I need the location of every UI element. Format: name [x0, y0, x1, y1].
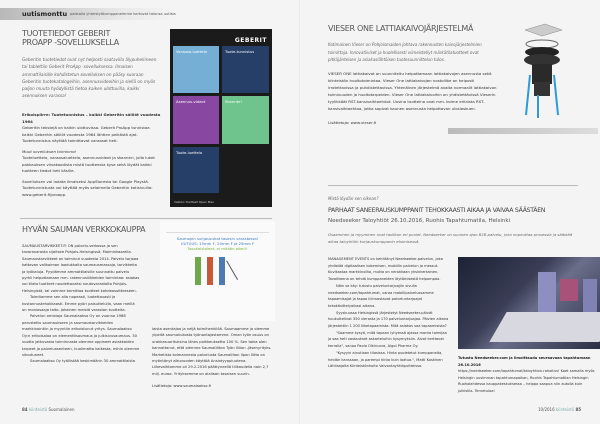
ad-line2: UUTUUS: 15mm F, 20mm F ja 25mm F	[180, 241, 255, 246]
needs-p4: "Saamme kysyä, mitä tapaan lyhyessä ajassa monta toimijaa ja saa heti vastaukset askarteluihin kysymyksiin. Aivot kerttavat kerralla", sanoo Paola Olkinuora, Algol Pharma Oy.	[328, 330, 447, 349]
geberit-sub1: Erikoispiirre: Tuotetunnistus – kaikki Geberitin säiliöt vuodesta 1964	[22, 112, 161, 124]
sauma-ad-image	[160, 221, 275, 321]
needs-lead: Osaaminen ja myyminen ovat tasiiltan eri puolet. Needseeker on suomen ajan B2B-palvelu, joka nopeuttaa prosessia ja säästää aikaa taloyhtiön korjauskumppanin etsimisessä.	[328, 232, 573, 244]
ad-line1: Saumojen suhjausuhat tasasin varastossa!	[176, 236, 259, 241]
geberit-sub2: Muut sovelluksen toiminnot	[22, 148, 76, 154]
magazine-issue-right: 10/2016	[538, 407, 555, 412]
geberit-logo: GEBERIT	[234, 37, 267, 44]
section-title: uutismonttu	[22, 10, 68, 18]
page-number: 84	[22, 407, 28, 412]
needs-p2: Näin se käy: tutustu palveluntarjoajiin sivulla needseeker.com/tapahtumat, varaa mobiilipalvelussamme tapaamisajat ja tapaa kiinnostavat palveluntarjoajat tekokäsittelyaikasi aikana.	[328, 283, 434, 308]
sauma-p4: Saumalaakso Oy työllistää keskimäärin 30 ammattilaista	[30, 359, 136, 364]
geberit-lead: Geberitin tuotetiedot ovat nyt helposti saatavilla älypuhelimeen tai tablettiin Geberit ProApp -sovelluksessa. Ilmaisen ammattilaisille kohdistetun sovelluksen on pääsy suoraan Geberitin tuotekatalogeihin, asennusvideoihin ja siellä on myös paljon muuta hyödyllistä tietoa kaiken ulottuvilla, kaikki asennuksen varassa!	[22, 57, 157, 99]
sauma-p3: Palvelun omistaja Saumalaakso Oy on vuonna 1988 perustettu saumaukseen ja saumaustarvikkeiden markkinointiin ja myyntiin erikoistunut yritys. Saumalaakso Oy:n erikoisalaa on elementtisaumaus ja julkisivusaumaus. 30 vuotta jatkuvasta toiminnasta olemme oppineet asiakkaiden tarpeet ja palveluasenteen, huolimatta kaikesta, mihin olemme sitoutuneet.	[22, 314, 140, 357]
footer-left	[22, 407, 75, 412]
geberit-p1: Geberitin tekstejä on kaikin ulottuvissa. Geberit ProApp tunnistaa kaikki Geberitin säiliöt vuodesta 1964 lähtien pelkästä ajat. Tuotetunnistus näyttää toimittavat varaosat heti.	[22, 125, 150, 143]
needs-p1: MANAGEMENT EVENTS on kehittänyt Needseeker-palvelun, joka yhdistää digitaalisen kokemisen, mobiilin palvelun ja messut. Kuvikastaa markkinoilta, mutta on nerokkaan yksinkertainen. Tavoitteena on tehdä kumppaneiden löytämisestä helpompaa.	[328, 257, 443, 282]
event-hall-photo	[458, 257, 600, 349]
ad-line3: Tasakaistaleet, ei mitään oikei!!	[187, 246, 248, 251]
needs-body	[328, 256, 450, 370]
tile-install-videos: Asennus-videot	[173, 96, 219, 144]
sauma-source: Lisätietoja: www.saumalaakso.fi	[152, 384, 211, 389]
page-spine	[299, 0, 301, 424]
needs-title: PARHAAT SANEERAUSKUMPPANIT TEHOKKAASTI AIKAA JA VAIVAA SÄÄSTÄEN	[328, 207, 546, 214]
needs-p5: "Kysyyin ainutlaan tilasissa. Hinta puoletetut kumppaneita, heidän kanssaan, ja parempi hinta kuin laatua.", Matti Koskinen Lähilaajalta Kiinteistönhoito Valvontayhtiöpuitteissa.	[328, 350, 443, 369]
geberit-p3: Sovelluksen voi ladata ilmaiseksi AppStoresta tai Google Playstä. Tuotetunnistusta voi käyttää myös selaimella Geberitin kotisivuilla: www.geberit.fi/proapp.	[22, 178, 153, 197]
geberit-body	[22, 112, 162, 198]
divider-right	[328, 185, 578, 186]
sauma-p5: laista asentajaa ja neljä toimihenkilöä. Saumaamme ja olemme ylpeitä saumaliukosta työnantajastamme. Oman työn osuus on urakkasuorituksina lähes poikkeuksetta 100 %. Sen takia olen kannattanut, että olemme Saumaliitton Työn Ililion -jäsenyrityks. Marketista kolmannesta palvelusta Saumaliiton Ilpon Ilitto on myöntänyt alkuvuoden käyttöä Ansiotyyppiuutena. Liikevaihtomme oli 29.2.2016 päättyneellä tilikaudella noin 2,7 milj. euroa. Yrityksemme on alallaan tasaisen suurin.	[152, 327, 272, 376]
tile-parts-catalog: Varaosa-luettelo	[173, 46, 219, 93]
geberit-p2: Tuoteluettelo, varaosaluettelo, asennusvideot ja skanneri, jolla luket pakkauksen viivakoodista mistä tuotteesta kyse sekä löydät kaikki tuotteen tiedot heti käsille.	[22, 155, 155, 173]
footer-right	[538, 407, 581, 412]
drain-cover-image	[448, 128, 598, 134]
tile-scanner: Skanneri	[222, 96, 269, 144]
sauma-col2	[152, 326, 272, 390]
sauma-p1: SAUMAUSTARVIKKEET.FI ON palvelu-verkossa ja sen tavaravarasto sijaitsee Pohjois-Helsingissä, Malminkaarella. Saumaustarvikkeet on toiminut vuodesta 2014. Palvelu tarjoaa kattavan valikoiman laadukkaita saumausmassoja, tarvikkeita ja työkaluja. Pyydämme ammattilaisille suunnattu palvelu pyrkii helpottamaan mm. rakennusliikkeiden toimintaa: asiakas voi tilata tuotteet noudettavaksi noutovarastolta Pohjois-Helsingistä, tai voimme toimittaa tuotteet kohdeosoitteeseen.	[22, 244, 140, 293]
photo-caption	[458, 355, 598, 394]
divider	[20, 218, 272, 219]
geberit-title: TUOTETIEDOT GEBERIT PROAPP -SOVELLUKSELLA	[22, 29, 119, 47]
vieser-lead: Kotimainen Vieser on Pohjoismaiden johtava rakennusten kaivojärjestelmien toimittaja. Innovatiiviset ja huolellisesti viimeistellyt märkätilatuotteet ovat pitkäjänteisen ja asiakaslähtöisen tuotesuunnittelun tulos.	[328, 42, 482, 62]
tile-product-recognition: Tuote-tunnistus	[222, 46, 269, 93]
caption-text: https://needseeker.com/tapahtumat/taloyhtion-rahoitus! Koet samalla myös Helsingin uusimman tapahtumapaikan, Ruohis Tapahtumatilan Helsingin Ruoholahdessa kauppakeskuksessa – helppo saapua niin autolla kuin julkisilla. Tervetuloa!	[458, 369, 595, 393]
sauma-title: HYVÄN SAUMAN VERKKOKAUPPA	[22, 225, 146, 234]
vieser-body: VIESER ONE lattiakaivot on suunniteltu helpottamaan lattiakaivojen asennusta sekä kiinteistön huoltotoimintaa. Vieser One lattiakaivojen nostoliike on helposti irrotettavissa ja puhdistettavissa. Yhtenäinen järjestelmä avaita normaalit lattiakaivon toimivuuden ja huoltotarpeiden. Vieser One lattiakaivoihin on yhdistettävissä Vieserin tyylikkäät RST-kansivaihtoehdot. Uusina tuotteina ovat mm. kolme erilaista RST-kansivaihtoehtoa, jotka sopivat kaunen asennusta helpottavan uloslaskuen.	[328, 71, 497, 111]
vieser-title: VIESER ONE LATTIAKAIVOJÄRJESTELMÄ	[328, 24, 474, 33]
floor-drain-product-image	[520, 20, 565, 120]
tile-product-catalog: Tuote-luettelo	[173, 147, 219, 193]
needs-subtitle: Needseeker Taloyhtiöt 26.10.2016, Ruohis Tapahtumatila, Helsinki	[328, 218, 511, 224]
app-nav-bar: Valikko Tuotteet Open Max	[174, 200, 214, 204]
caption-title: Tutustu Needseeker.com ja ilmoittaudu seuraavaan tapahtumaan 26.10.2016	[458, 356, 591, 367]
sauma-p2: Toimitamme sen alla nopeasti, luotettavasti ja kustannustehokkaasti. Emme pyöri paisuttelulla, vaan meillä on moniosaaja taito. Jokainen meistä varaston tuotteita.	[22, 295, 135, 313]
magazine-name: kiinteistö	[28, 407, 48, 412]
section-subtitle: palstalla yhteistyökumppaneimme kertovat talonsa uutisia	[70, 12, 176, 16]
needs-kicker: Mistä löydän sen oikean?	[328, 196, 379, 201]
needs-p3: Syyskuussa Helsingissä järjestetyt Needseeker-päivät houkuttelivat 350 vierasta ja 170 palveluntarjoajaa. Päivien aikana järjestettiin 1 200 liiketapaamista. Mitä asiakas saa tapaamisista?	[328, 310, 449, 329]
geberit-app-screenshot	[170, 29, 272, 207]
page-number-right: 85	[575, 407, 582, 412]
magazine-issue: Suomalainen	[48, 407, 75, 412]
vieser-source: Lisätietoja: www.vieser.fi	[328, 120, 377, 125]
sauma-col1	[22, 243, 140, 365]
magazine-name-right: kiinteistö	[555, 407, 575, 412]
